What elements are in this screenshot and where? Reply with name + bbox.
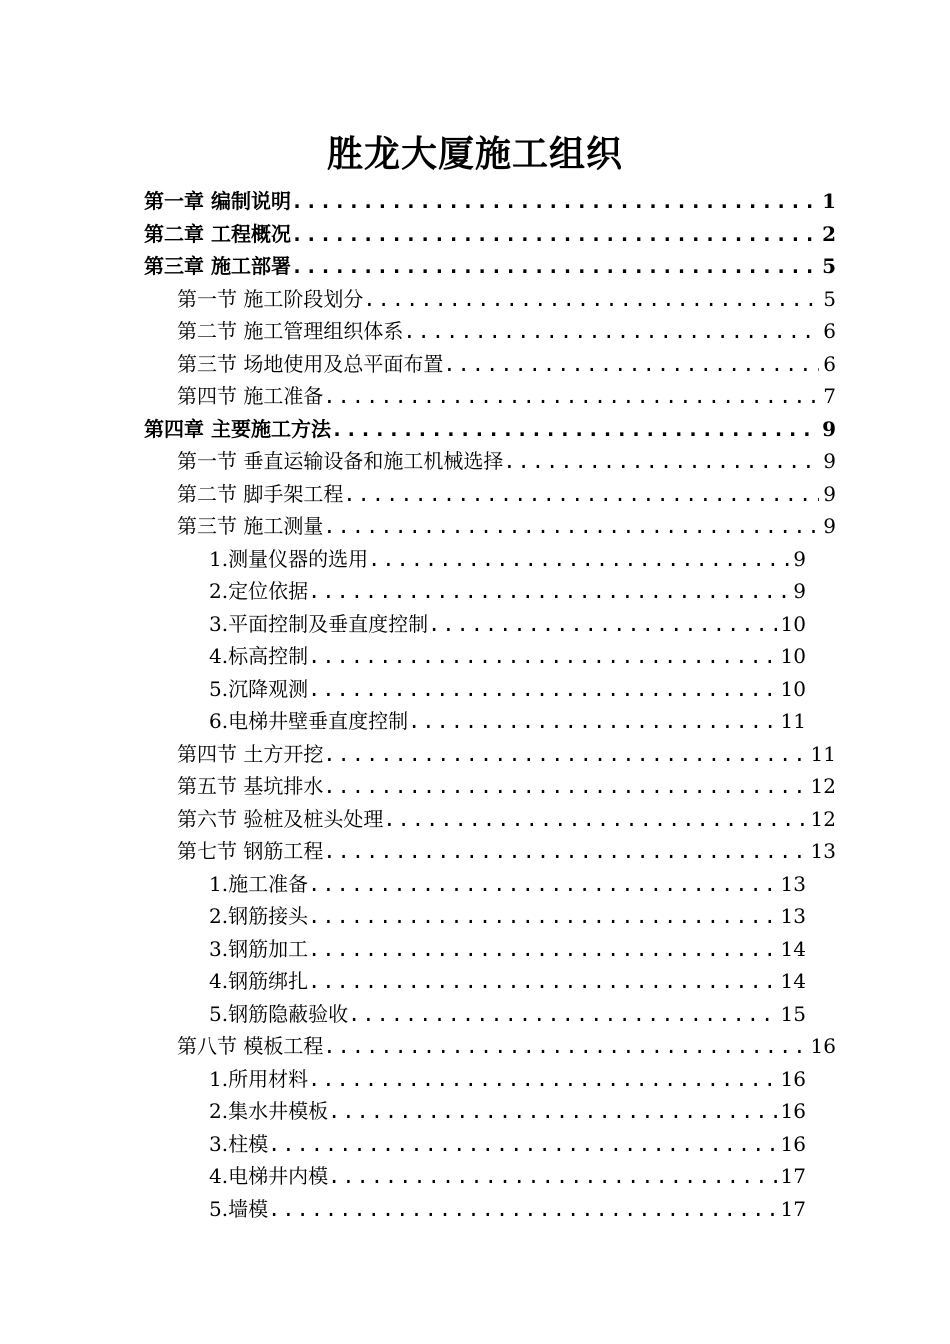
toc-entry-label: 第一节 施工阶段划分 <box>177 286 364 311</box>
dot-leader <box>331 416 818 442</box>
toc-entry-label: 第三章 施工部署 <box>144 254 291 278</box>
dot-leader <box>268 1131 776 1157</box>
toc-entry-item[interactable] <box>209 637 806 669</box>
dot-leader <box>323 773 806 799</box>
toc-entry-number: 2. <box>209 579 229 603</box>
toc-entry-section[interactable] <box>177 475 836 507</box>
toc-entry-page-number: 6 <box>823 319 836 343</box>
dot-leader <box>348 1001 776 1027</box>
toc-entry-page-number: 10 <box>780 644 806 668</box>
toc-entry-label: 柱模 <box>228 1131 269 1156</box>
toc-entry-page-number: 11 <box>810 741 836 766</box>
toc-entry-page-number: 17 <box>780 1196 806 1221</box>
dot-leader <box>323 1033 806 1059</box>
toc-entry-section[interactable] <box>177 832 836 864</box>
toc-entry-number: 2. <box>209 1099 229 1123</box>
dot-leader <box>308 676 776 702</box>
toc-entry-label: 集水井模板 <box>228 1099 329 1123</box>
toc-entry-section[interactable] <box>177 377 836 409</box>
toc-entry-number: 5. <box>209 1196 229 1221</box>
toc-entry-item[interactable] <box>209 1060 806 1092</box>
toc-entry-number: 1. <box>209 546 229 571</box>
toc-entry-label: 施工准备 <box>228 871 309 896</box>
toc-entry-page-number: 15 <box>780 1001 806 1026</box>
toc-entry-page-number: 11 <box>780 709 806 733</box>
toc-entry-number: 4. <box>209 969 229 993</box>
toc-entry-page-number: 9 <box>823 514 836 538</box>
toc-entry-number: 3. <box>209 611 229 636</box>
toc-entry-label: 第六节 验桩及桩头处理 <box>177 806 384 831</box>
toc-entry-item[interactable] <box>209 995 806 1027</box>
dot-leader <box>328 1163 776 1189</box>
toc-entry-label: 平面控制及垂直度控制 <box>228 611 429 636</box>
toc-entry-section[interactable] <box>177 442 836 474</box>
dot-leader <box>408 708 776 734</box>
toc-entry-page-number: 7 <box>823 384 836 408</box>
dot-leader <box>428 611 776 637</box>
dot-leader <box>503 448 819 474</box>
toc-entry-section[interactable] <box>177 735 836 767</box>
toc-entry-label: 电梯井内模 <box>228 1164 329 1188</box>
toc-entry-label: 第三节 场地使用及总平面布置 <box>177 351 444 376</box>
dot-leader <box>308 903 776 929</box>
dot-leader <box>363 286 819 312</box>
toc-entry-section[interactable] <box>177 312 836 344</box>
toc-entry-label: 第四节 土方开挖 <box>177 741 324 766</box>
toc-entry-page-number: 1 <box>822 189 836 213</box>
toc-entry-item[interactable] <box>209 605 806 637</box>
toc-entry-page-number: 9 <box>822 416 836 441</box>
toc-entry-item[interactable] <box>209 540 806 572</box>
toc-entry-item[interactable] <box>209 962 806 994</box>
toc-entry-item[interactable] <box>209 1125 806 1157</box>
toc-entry-page-number: 16 <box>780 1099 806 1123</box>
toc-entry-page-number: 5 <box>822 254 836 278</box>
toc-entry-chapter[interactable] <box>144 247 836 279</box>
toc-entry-item[interactable] <box>209 670 806 702</box>
dot-leader <box>368 546 789 572</box>
dot-leader <box>291 253 818 279</box>
toc-entry-label: 第五节 基坑排水 <box>177 774 324 798</box>
dot-leader <box>323 838 806 864</box>
toc-entry-page-number: 16 <box>810 1034 836 1058</box>
toc-entry-number: 2. <box>209 904 229 928</box>
toc-entry-item[interactable] <box>209 930 806 962</box>
toc-entry-label: 钢筋接头 <box>228 904 309 928</box>
toc-entry-page-number: 6 <box>823 351 836 376</box>
toc-entry-section[interactable] <box>177 507 836 539</box>
toc-entry-label: 电梯井壁垂直度控制 <box>228 709 409 733</box>
toc-entry-page-number: 2 <box>822 221 836 246</box>
toc-entry-page-number: 9 <box>823 481 836 506</box>
toc-entry-item[interactable] <box>209 572 806 604</box>
dot-leader <box>443 351 819 377</box>
toc-entry-item[interactable] <box>209 865 806 897</box>
toc-entry-label: 钢筋加工 <box>228 936 309 961</box>
toc-entry-page-number: 14 <box>780 936 806 961</box>
toc-entry-label: 第七节 钢筋工程 <box>177 839 324 863</box>
toc-entry-item[interactable] <box>209 702 806 734</box>
toc-entry-page-number: 16 <box>780 1066 806 1091</box>
dot-leader <box>291 221 818 247</box>
toc-entry-page-number: 12 <box>810 774 836 798</box>
toc-entry-number: 4. <box>209 1164 229 1188</box>
toc-entry-number: 5. <box>209 676 229 701</box>
toc-entry-number: 3. <box>209 936 229 961</box>
dot-leader <box>308 871 776 897</box>
toc-entry-number: 6. <box>209 709 229 733</box>
toc-entry-chapter[interactable] <box>144 215 836 247</box>
toc-entry-chapter[interactable] <box>144 182 836 214</box>
toc-entry-label: 测量仪器的选用 <box>228 546 369 571</box>
toc-entry-number: 1. <box>209 871 229 896</box>
toc-entry-page-number: 12 <box>810 806 836 831</box>
toc-entry-label: 第四节 施工准备 <box>177 384 324 408</box>
toc-entry-label: 钢筋隐蔽验收 <box>228 1001 349 1026</box>
toc-entry-page-number: 9 <box>793 546 806 571</box>
dot-leader <box>308 968 776 994</box>
toc-entry-page-number: 9 <box>793 579 806 603</box>
toc-entry-item[interactable] <box>209 1190 806 1222</box>
toc-entry-section[interactable] <box>177 767 836 799</box>
dot-leader <box>308 936 776 962</box>
dot-leader <box>323 513 819 539</box>
toc-entry-page-number: 13 <box>780 904 806 928</box>
toc-entry-label: 定位依据 <box>228 579 309 603</box>
dot-leader <box>323 741 806 767</box>
dot-leader <box>323 383 819 409</box>
toc-entry-page-number: 14 <box>780 969 806 993</box>
toc-entry-section[interactable] <box>177 800 836 832</box>
toc-entry-label: 墙模 <box>228 1196 269 1221</box>
dot-leader <box>308 1066 776 1092</box>
toc-entry-section[interactable] <box>177 1027 836 1059</box>
toc-entry-page-number: 13 <box>810 839 836 863</box>
toc-entry-section[interactable] <box>177 345 836 377</box>
dot-leader <box>343 481 819 507</box>
dot-leader <box>291 188 818 214</box>
toc-entry-label: 第一节 垂直运输设备和施工机械选择 <box>177 449 504 473</box>
toc-entry-item[interactable] <box>209 897 806 929</box>
toc-entry-page-number: 13 <box>780 871 806 896</box>
dot-leader <box>268 1196 776 1222</box>
toc-entry-page-number: 16 <box>780 1131 806 1156</box>
toc-entry-label: 第二节 施工管理组织体系 <box>177 319 404 343</box>
toc-entry-page-number: 17 <box>780 1164 806 1188</box>
toc-entry-page-number: 9 <box>823 449 836 473</box>
toc-entry-number: 5. <box>209 1001 229 1026</box>
toc-entry-label: 沉降观测 <box>228 676 309 701</box>
toc-entry-label: 标高控制 <box>228 644 309 668</box>
dot-leader <box>403 318 819 344</box>
toc-entry-label: 第八节 模板工程 <box>177 1034 324 1058</box>
toc-entry-label: 第四章 主要施工方法 <box>144 416 331 441</box>
toc-entry-label: 第三节 施工测量 <box>177 514 324 538</box>
document-title: 胜龙大厦施工组织 <box>326 134 623 175</box>
toc-entry-label: 第二章 工程概况 <box>144 221 291 246</box>
dot-leader <box>328 1098 776 1124</box>
toc-entry-page-number: 5 <box>823 286 836 311</box>
toc-entry-page-number: 10 <box>780 611 806 636</box>
toc-entry-item[interactable] <box>209 1157 806 1189</box>
dot-leader <box>308 643 776 669</box>
toc-entry-number: 3. <box>209 1131 229 1156</box>
dot-leader <box>383 806 806 832</box>
toc-entry-page-number: 10 <box>780 676 806 701</box>
toc-entry-item[interactable] <box>209 1092 806 1124</box>
toc-entry-number: 4. <box>209 644 229 668</box>
dot-leader <box>308 578 789 604</box>
toc-entry-label: 第一章 编制说明 <box>144 189 291 213</box>
toc-entry-label: 所用材料 <box>228 1066 309 1091</box>
toc-entry-label: 第二节 脚手架工程 <box>177 481 344 506</box>
toc-entry-chapter[interactable] <box>144 410 836 442</box>
toc-entry-number: 1. <box>209 1066 229 1091</box>
toc-entry-label: 钢筋绑扎 <box>228 969 309 993</box>
toc-entry-section[interactable] <box>177 280 836 312</box>
